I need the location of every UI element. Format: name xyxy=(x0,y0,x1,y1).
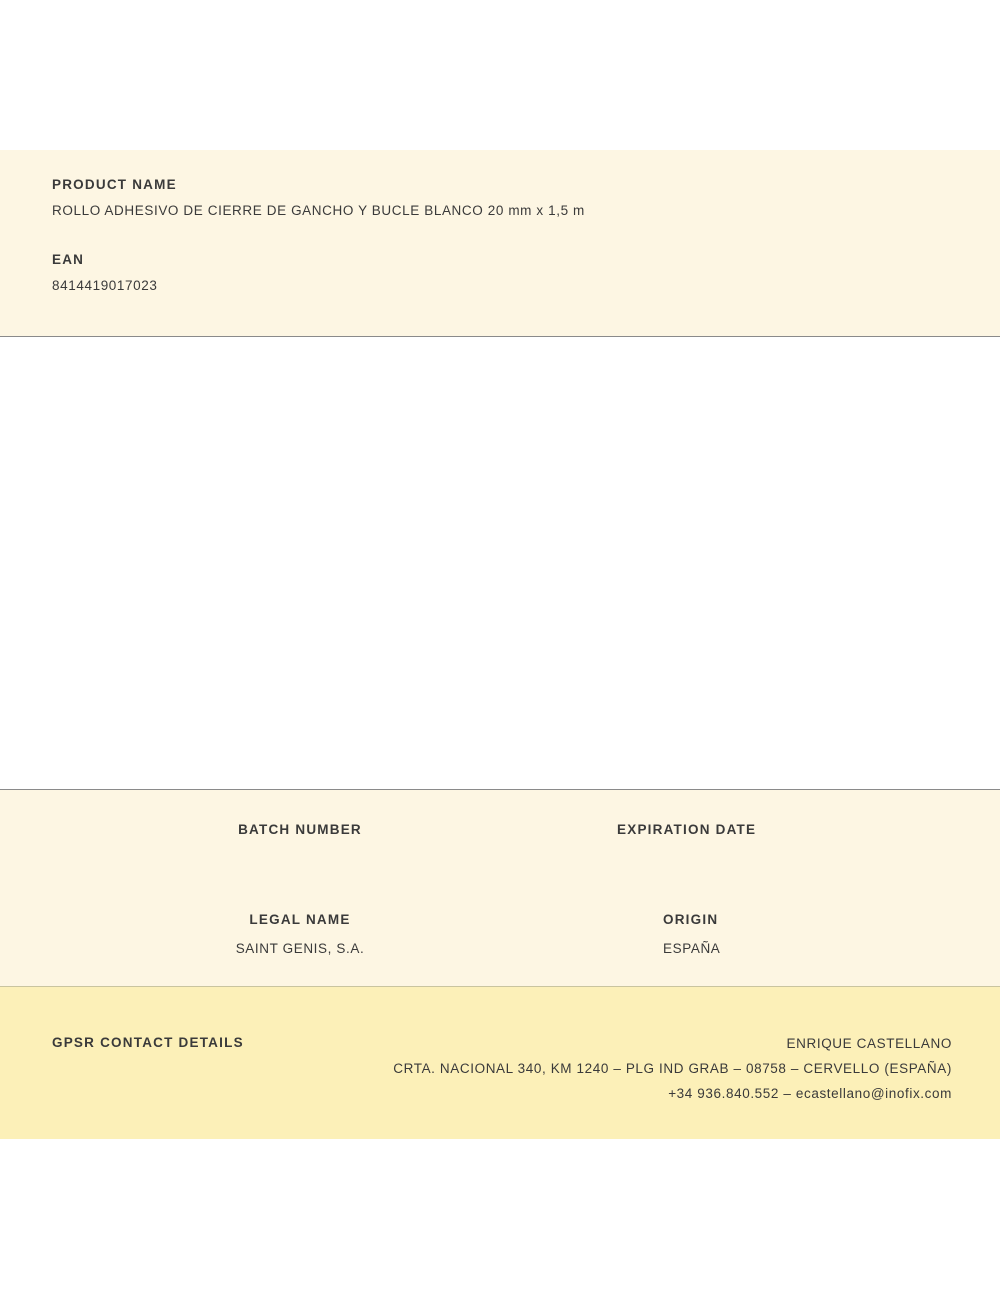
legal-name-column xyxy=(150,912,450,956)
blank-image-area xyxy=(0,337,1000,789)
origin-label: ORIGIN xyxy=(663,912,719,927)
origin-value: ESPAÑA xyxy=(663,941,721,956)
expiration-date-label: EXPIRATION DATE xyxy=(617,822,757,837)
batch-number-label: BATCH NUMBER xyxy=(238,822,362,837)
legal-name-value: SAINT GENIS, S.A. xyxy=(235,941,365,956)
legal-name-label: LEGAL NAME xyxy=(249,912,351,927)
ean-label: EAN xyxy=(52,252,85,267)
origin-column xyxy=(545,912,855,956)
gpsr-contact-phone-email: +34 936.840.552 – ecastellano@inofix.com xyxy=(668,1086,952,1101)
gpsr-contact-label: GPSR CONTACT DETAILS xyxy=(52,1035,244,1050)
gpsr-contact-name: ENRIQUE CASTELLANO xyxy=(786,1036,952,1051)
product-info-content xyxy=(52,177,960,293)
gpsr-contact-band xyxy=(0,987,1000,1139)
gpsr-contact-address: CRTA. NACIONAL 340, KM 1240 – PLG IND GRAB – 08758 – CERVELLO (ESPAÑA) xyxy=(393,1061,952,1076)
product-info-band xyxy=(0,150,1000,337)
gpsr-contact-details xyxy=(393,1031,952,1106)
page-footer-blank xyxy=(0,1139,1000,1300)
product-name-label: PRODUCT NAME xyxy=(52,177,177,192)
traceability-band xyxy=(0,789,1000,987)
product-name-value: ROLLO ADHESIVO DE CIERRE DE GANCHO Y BUCLE BLANCO 20 mm x 1,5 m xyxy=(52,203,585,218)
ean-value: 8414419017023 xyxy=(52,278,158,293)
expiration-date-column xyxy=(545,822,855,851)
spacer xyxy=(52,218,960,252)
batch-number-column xyxy=(150,822,450,851)
